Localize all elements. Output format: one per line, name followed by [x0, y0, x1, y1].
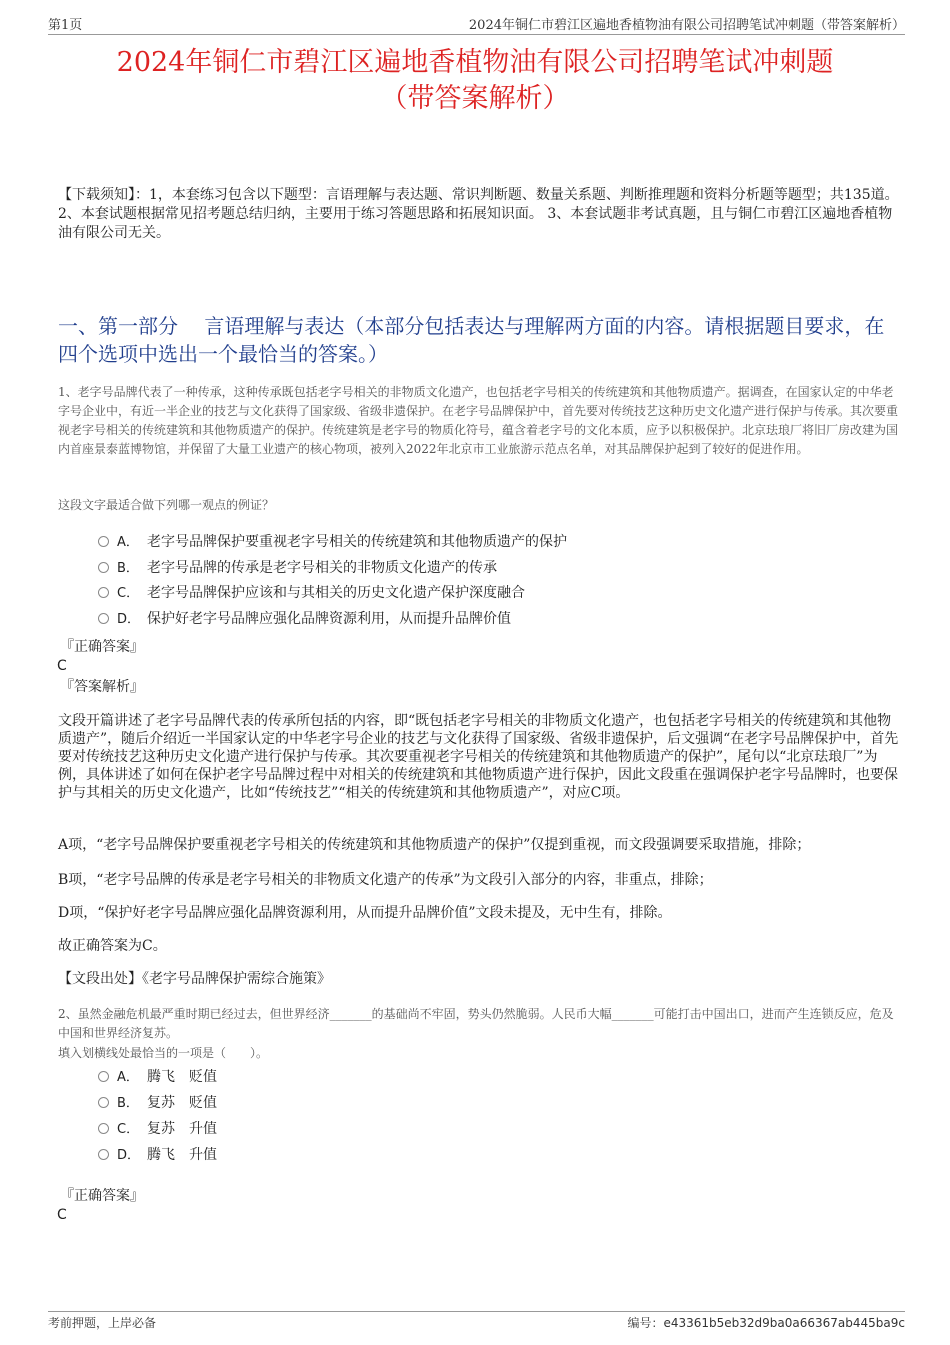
q1-conclusion: 故正确答案为C。 — [58, 938, 167, 954]
header-doc-title: 2024年铜仁市碧江区遍地香植物油有限公司招聘笔试冲刺题（带答案解析） — [468, 18, 905, 33]
page-number: 第1页 — [48, 18, 83, 33]
q2-option-a[interactable] — [98, 1067, 217, 1088]
section-heading: 一、第一部分 言语理解与表达（本部分包括表达与理解两方面的内容。请根据题目要求，在四个选项中选出一个最恰当的答案。） — [58, 314, 885, 366]
q1-answer-label: 『正确答案』 — [60, 639, 144, 655]
q2-option-c[interactable] — [98, 1119, 217, 1140]
q1-note-d: D项，“保护好老字号品牌应强化品牌资源利用，从而提升品牌价值”文段未提及，无中生有，排除。 — [58, 905, 672, 921]
q1-option-b[interactable] — [98, 558, 497, 579]
header-divider — [48, 34, 905, 35]
radio-icon[interactable] — [98, 536, 109, 547]
radio-icon[interactable] — [98, 613, 109, 624]
footer-code-label: 编号： — [627, 1316, 664, 1330]
q1-prompt: 这段文字最适合做下列哪一观点的例证？ — [58, 498, 275, 512]
q1-source: 【文段出处】《老字号品牌保护需综合施策》 — [58, 971, 331, 987]
q2-option-d[interactable] — [98, 1145, 217, 1166]
q2-option-b[interactable] — [98, 1093, 217, 1114]
q2-stem: 2、虽然金融危机最严重时期已经过去，但世界经济_______的基础尚不牢固，势头仍然脆弱。人民币大幅_______可能打击中国出口，进而产生连锁反应，危及中国和世界经济复苏。 — [58, 1007, 894, 1040]
footer-divider — [48, 1311, 905, 1312]
q2-answer-label: 『正确答案』 — [60, 1188, 144, 1204]
page-title: 2024年铜仁市碧江区遍地香植物油有限公司招聘笔试冲刺题 — [116, 47, 834, 78]
q2-answer: C — [57, 1207, 67, 1223]
option-text: 腾飞 贬值 — [147, 1069, 217, 1085]
option-letter: B． — [117, 561, 139, 576]
q2-prompt: 填入划横线处最恰当的一项是（ ）。 — [58, 1046, 269, 1060]
option-text: 老字号品牌的传承是老字号相关的非物质文化遗产的传承 — [147, 560, 497, 576]
option-text: 老字号品牌保护应该和与其相关的历史文化遗产保护深度融合 — [147, 585, 525, 601]
page-subtitle: （带答案解析） — [380, 83, 570, 114]
option-text: 复苏 升值 — [147, 1121, 217, 1137]
q1-option-d[interactable] — [98, 609, 511, 630]
radio-icon[interactable] — [98, 587, 109, 598]
footer-code-value: e43361b5eb32d9ba0a66367ab445ba9c — [663, 1316, 905, 1330]
option-letter: C． — [117, 1122, 140, 1137]
option-text: 腾飞 升值 — [147, 1147, 217, 1163]
q1-note-b: B项，“老字号品牌的传承是老字号相关的非物质文化遗产的传承”为文段引入部分的内容，非重点，排除； — [58, 872, 713, 888]
radio-icon[interactable] — [98, 562, 109, 573]
option-letter: A． — [117, 1070, 139, 1085]
option-letter: C． — [117, 586, 140, 601]
footer-code — [627, 1314, 905, 1331]
option-letter: B． — [117, 1096, 139, 1111]
q1-note-a: A项，“老字号品牌保护要重视老字号相关的传统建筑和其他物质遗产的保护”仅提到重视，而文段强调要采取措施，排除； — [58, 837, 811, 853]
radio-icon[interactable] — [98, 1097, 109, 1108]
option-letter: D． — [117, 612, 141, 627]
option-text: 复苏 贬值 — [147, 1095, 217, 1111]
q1-option-c[interactable] — [98, 583, 525, 604]
option-letter: A． — [117, 535, 139, 550]
q1-option-a[interactable] — [98, 532, 567, 553]
footer-slogan: 考前押题，上岸必备 — [48, 1316, 157, 1330]
option-text: 老字号品牌保护要重视老字号相关的传统建筑和其他物质遗产的保护 — [147, 534, 567, 550]
option-text: 保护好老字号品牌应强化品牌资源利用，从而提升品牌价值 — [147, 611, 511, 627]
q1-answer: C — [57, 658, 67, 674]
download-notice: 【下载须知】：1，本套练习包含以下题型：言语理解与表达题、常识判断题、数量关系题、判断推理题和资料分析题等题型；共135道。 2、本套试题根据常见招考题总结归纳，主要用于练习答题思路和拓展知识面。 3、本套试题非考试真题，且与铜仁市碧江区遍地香植物油有限公司无关。 — [58, 187, 899, 241]
q1-analysis: 文段开篇讲述了老字号品牌代表的传承所包括的内容，即“既包括老字号相关的非物质文化遗产，也包括老字号相关的传统建筑和其他物质遗产”，随后介绍近一半国家认定的中华老字号企业的技艺与文化获得了国家级、省级非遗保护，后文强调“在老字号品牌保护中，首先要对传统技艺这种历史文化遗产进行保护与传承。其次要重视老字号相关的传统建筑和其他物质遗产的保护”，尾句以“北京珐琅厂”为例，具体讲述了如何在保护老字号品牌过程中对相关的传统建筑和其他物质遗产进行保护，因此文段重在强调保护老字号品牌时，也要保护与其相关的历史文化遗产，比如“传统技艺”“相关的传统建筑和其他物质遗产”，对应C项。 — [58, 713, 899, 801]
radio-icon[interactable] — [98, 1149, 109, 1160]
q1-analysis-label: 『答案解析』 — [60, 679, 144, 695]
q1-stem: 1、老字号品牌代表了一种传承，这种传承既包括老字号相关的非物质文化遗产，也包括老字号相关的传统建筑和其他物质遗产。据调查，在国家认定的中华老字号企业中，有近一半企业的技艺与文化获得了国家级、省级非遗保护。在老字号品牌保护中，首先要对传统技艺这种历史文化遗产进行保护与传承。其次要重视老字号相关的传统建筑和其他物质遗产的保护。传统建筑是老字号的物质化符号，蕴含着老字号的文化本质，应予以积极保护。北京珐琅厂将旧厂房改建为国内首座景泰蓝博物馆，并保留了大量工业遗产的核心物项，被列入2022年北京市工业旅游示范点名单，对其品牌保护起到了较好的促进作用。 — [58, 385, 899, 456]
option-letter: D． — [117, 1148, 141, 1163]
radio-icon[interactable] — [98, 1123, 109, 1134]
radio-icon[interactable] — [98, 1071, 109, 1082]
